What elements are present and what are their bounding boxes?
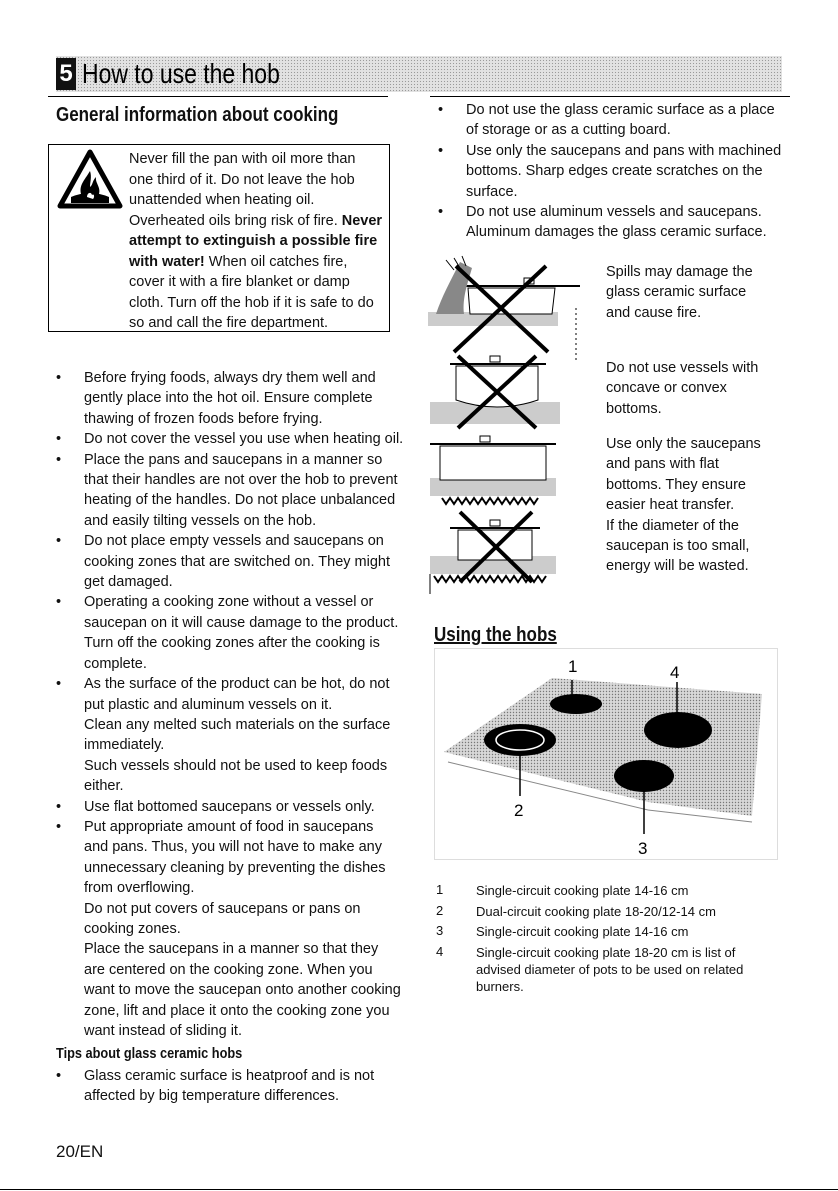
legend-row — [436, 942, 776, 995]
legend-line: Single-circuit cooking plate 14-16 cm — [476, 883, 689, 898]
warning-text — [129, 149, 393, 334]
section-title: How to use the hob — [82, 58, 280, 89]
legend-number: 2 — [436, 902, 444, 918]
bullet-item — [48, 429, 418, 449]
bullet-line: surface. — [466, 183, 518, 200]
caption-line: Spills may damage the — [606, 264, 753, 280]
bottom-rule — [0, 1189, 838, 1190]
legend-line: advised diameter of pots to be used on related — [476, 961, 744, 977]
caption-line: glass ceramic surface — [606, 284, 747, 301]
legend-row — [436, 880, 776, 901]
bullet-line: • Do not use the glass ceramic surface as a place — [466, 102, 775, 118]
bullet-line: immediately. — [84, 737, 165, 754]
bullet-line: want instead of sliding it. — [84, 1023, 242, 1039]
legend-row — [436, 921, 776, 942]
bullet-item — [48, 797, 418, 817]
spills-pot-illustration — [420, 252, 592, 362]
bullet-line: that their handles are not over the hob to prevent — [84, 472, 398, 489]
warning-line: Never fill the pan with oil more than — [129, 151, 356, 167]
caption-line: saucepan is too small, — [606, 538, 750, 555]
bullet-line: saucepan on it will cause damage to the product. — [84, 614, 399, 631]
bullet-line: gently place into the hot oil. Ensure complete — [84, 390, 373, 407]
bullet-item — [48, 817, 418, 1041]
caption-line: If the diameter of the — [606, 517, 739, 534]
legend-number: 4 — [436, 943, 444, 959]
page-number: 20/EN — [56, 1142, 104, 1161]
bullet-line: zone, lift and place it onto the cooking zone you — [84, 1002, 390, 1019]
flat-caption — [606, 434, 796, 577]
bullet-line: • Put appropriate amount of food in saucepans — [84, 818, 374, 835]
right-bullet-list — [430, 100, 800, 243]
hob-label-1: 1 — [568, 657, 578, 676]
bullet-line: • Operating a cooking zone without a vessel or — [84, 594, 374, 611]
warning-line: unattended when heating oil. — [129, 192, 315, 208]
bullet-line: • Do not place empty vessels and saucepans on — [84, 533, 384, 550]
right-rule — [430, 96, 790, 97]
hob-legend — [436, 880, 776, 995]
caption-line: bottoms. They ensure — [606, 476, 746, 493]
bullet-line: and pans. Thus, you will not have to make any — [84, 839, 382, 856]
fire-warning-box — [48, 144, 390, 332]
bullet-line: Such vessels should not be used to keep foods — [84, 757, 388, 774]
hob-label-2: 2 — [514, 801, 524, 820]
legend-text — [476, 921, 776, 942]
bullet-line: cooking zones. — [84, 920, 181, 937]
warning-line: one third of it. Do not leave the hob — [129, 171, 355, 188]
using-hobs-heading: Using the hobs — [434, 624, 557, 646]
bullet-item — [48, 592, 418, 674]
hob-label-3: 3 — [638, 839, 648, 858]
bullet-line: of storage or as a cutting board. — [466, 122, 671, 139]
bullet-item — [48, 450, 418, 532]
tips-bullet-list — [48, 1066, 418, 1107]
warning-line: so and call the fire department. — [129, 315, 329, 331]
bullet-item — [48, 368, 418, 429]
caption-line: and pans with flat — [606, 456, 719, 473]
warning-line — [129, 231, 393, 252]
bullet-line: Do not put covers of saucepans or pans on — [84, 900, 361, 917]
bullet-line: • Do not cover the vessel you use when heating oil. — [84, 431, 404, 448]
caption-line: easier heat transfer. — [606, 497, 735, 514]
bullet-line: • Place the pans and saucepans in a manner so — [84, 451, 383, 468]
concave-bottom-illustration — [420, 352, 592, 432]
bullet-item — [430, 141, 800, 202]
bullet-line: • Before frying foods, always dry them well and — [84, 370, 376, 386]
bullet-line: get damaged. — [84, 574, 173, 591]
bullet-line: are centered on the cooking zone. When you — [84, 961, 373, 978]
legend-text — [476, 942, 776, 995]
warning-line: cloth. Turn off the hob if it is safe to do — [129, 294, 374, 311]
caption-line: bottoms. — [606, 400, 662, 417]
bullet-line: • Do not use aluminum vessels and saucepans. — [466, 204, 762, 221]
warning-line — [129, 252, 393, 273]
small-pot-illustration — [420, 508, 592, 594]
bullet-line: heating of the handles. Do not place unbalanced — [84, 492, 396, 509]
bullet-line: from overflowing. — [84, 880, 195, 897]
tips-heading: Tips about glass ceramic hobs — [56, 1046, 243, 1062]
left-bullet-list — [48, 368, 418, 1041]
bullet-item — [48, 1066, 418, 1107]
caption-line: concave or convex — [606, 380, 727, 397]
warning-bold: attempt to extinguish a possible fire — [129, 233, 378, 249]
warning-bold: with water! — [129, 253, 205, 270]
caption-line: energy will be wasted. — [606, 558, 749, 575]
legend-line: Single-circuit cooking plate 14-16 cm — [476, 924, 689, 939]
spills-caption — [606, 262, 796, 323]
bullet-line: complete. — [84, 655, 147, 672]
legend-line: burners. — [476, 978, 524, 994]
bullet-line: Place the saucepans in a manner so that they — [84, 941, 379, 958]
legend-text — [476, 901, 776, 922]
warning-segment: Overheated oils bring risk of fire. — [129, 212, 338, 229]
warning-segment: When oil catches fire, — [208, 253, 348, 270]
bullet-line: put plastic and aluminum vessels on it. — [84, 696, 333, 713]
concave-caption — [606, 358, 796, 419]
bullet-item — [430, 202, 800, 243]
bullet-line: • Glass ceramic surface is heatproof and is not — [84, 1068, 375, 1084]
legend-number: 1 — [436, 882, 444, 897]
warning-line: cover it with a fire blanket or damp — [129, 274, 350, 290]
bullet-line: • Use flat bottomed saucepans or vessels only. — [84, 798, 375, 815]
caption-line: Use only the saucepans — [606, 436, 761, 452]
bullet-item — [48, 531, 418, 592]
bullet-item — [48, 674, 418, 796]
bullet-line: affected by big temperature differences. — [84, 1088, 339, 1105]
fire-hazard-warning-icon — [57, 149, 123, 209]
bullet-line: • Use only the saucepans and pans with machined — [466, 142, 782, 159]
bullet-line: thawing of frozen foods before frying. — [84, 410, 323, 427]
legend-line: Dual-circuit cooking plate 18-20/12-14 cm — [476, 903, 716, 919]
bullet-line: and easily tilting vessels on the hob. — [84, 512, 317, 529]
left-rule — [48, 96, 388, 97]
section-header — [56, 56, 782, 92]
caption-line: and cause fire. — [606, 304, 702, 321]
bullet-line: Aluminum damages the glass ceramic surface. — [466, 224, 767, 241]
hob-diagram — [434, 648, 778, 860]
legend-line: Single-circuit cooking plate 18-20 cm is list of — [476, 944, 736, 960]
section-number: 5 — [56, 58, 76, 90]
legend-text — [476, 880, 776, 901]
bullet-item — [430, 100, 800, 141]
general-info-heading: General information about cooking — [56, 104, 339, 126]
caption-line: Do not use vessels with — [606, 360, 759, 376]
legend-number: 3 — [436, 923, 444, 938]
bullet-line: unnecessary cleaning by preventing the dishes — [84, 859, 386, 876]
bullet-line: Turn off the cooking zones after the cooking is — [84, 635, 380, 652]
bullet-line: • As the surface of the product can be hot, do not — [84, 676, 390, 693]
bullet-line: either. — [84, 778, 124, 795]
legend-row — [436, 901, 776, 922]
bullet-line: Clean any melted such materials on the surface — [84, 716, 391, 733]
warning-bold: Never — [341, 212, 383, 229]
warning-line — [129, 211, 393, 232]
bullet-line: bottoms. Sharp edges create scratches on the — [466, 163, 763, 180]
flat-bottom-illustration — [420, 432, 592, 512]
hob-label-4: 4 — [670, 663, 680, 682]
bullet-line: want to move the saucepan onto another cooking — [84, 982, 401, 999]
bullet-line: cooking zones that are switched on. They might — [84, 553, 391, 570]
